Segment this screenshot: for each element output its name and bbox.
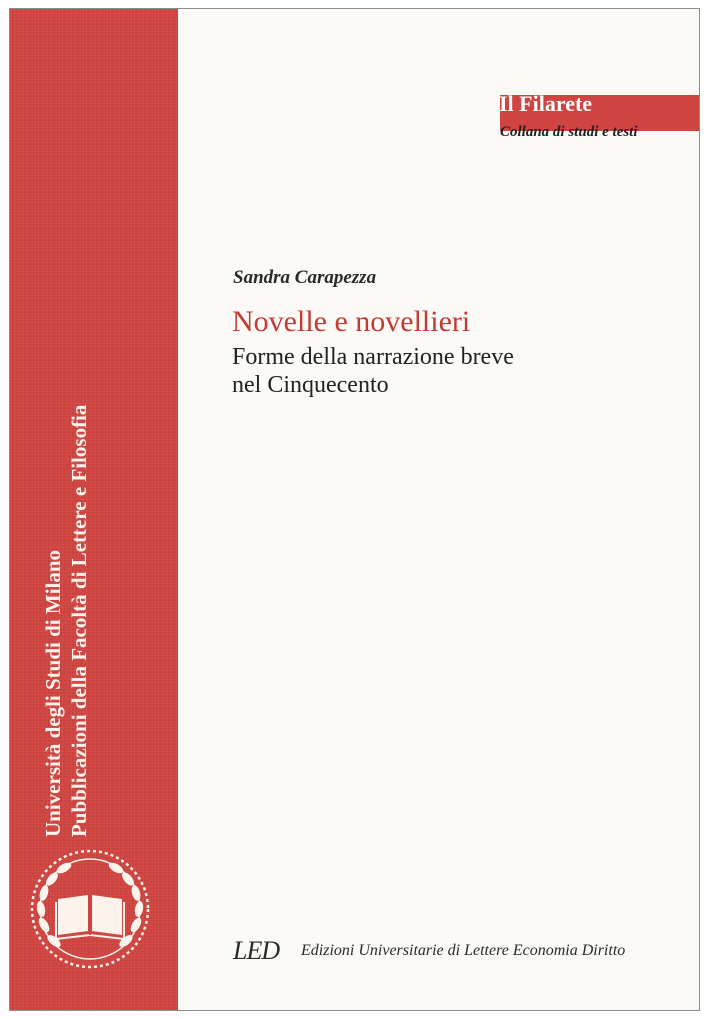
book-title: Novelle e novellieri (232, 305, 471, 338)
faculty-text-block (40, 397, 120, 837)
book-cover (9, 8, 700, 1011)
series-title: Il Filarete (499, 91, 593, 116)
open-book-laurel-seal-icon (28, 847, 152, 971)
book-subtitle-line-1: Forme della narrazione breve (232, 344, 514, 370)
publisher-logo: LED (233, 936, 280, 965)
book-author: Sandra Carapezza (233, 267, 377, 288)
cover-side-band (10, 9, 178, 1010)
series-subtitle: Collana di studi e testi (500, 124, 638, 140)
book-subtitle-line-2: nel Cinquecento (232, 372, 389, 398)
publisher-name: Edizioni Universitarie di Lettere Economia Diritto (301, 942, 626, 959)
book-subtitle (232, 343, 514, 399)
university-name: Università degli Studi di Milano (41, 549, 65, 837)
faculty-publications: Pubblicazioni della Facoltà di Lettere e Filosofia (67, 404, 91, 837)
